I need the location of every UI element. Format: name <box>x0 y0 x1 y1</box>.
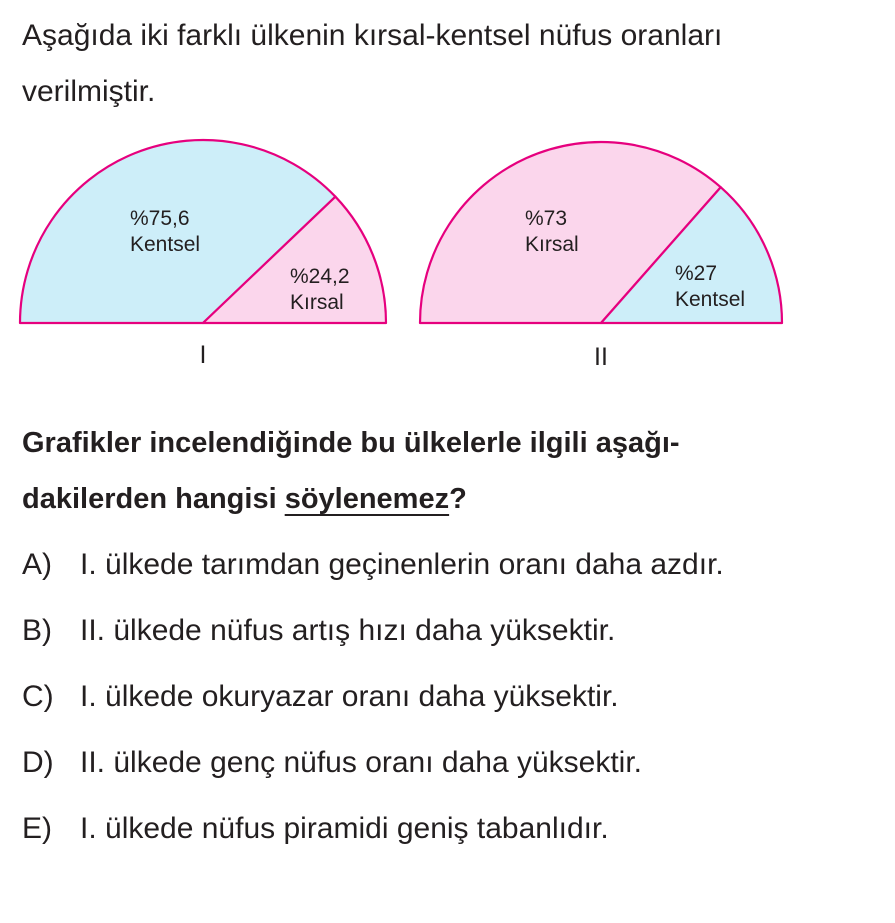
option-letter: B) <box>22 614 52 647</box>
option-letter: C) <box>22 680 54 713</box>
question-line-1: Grafikler incelendiğinde bu ülkelerle ilgili aşağı- <box>22 427 680 459</box>
question-text <box>22 415 882 527</box>
slice-percent-label: %73 <box>525 207 568 230</box>
option-a[interactable] <box>22 532 882 598</box>
intro-text <box>22 8 882 120</box>
question-line-2-prefix: dakilerden hangisi <box>22 483 285 515</box>
intro-line-1: Aşağıda iki farklı ülkenin kırsal-kentsel nüfus oranları <box>22 19 723 52</box>
slice-name-label: Kentsel <box>130 233 201 256</box>
option-text: II. ülkede nüfus artış hızı daha yüksektir. <box>80 614 616 647</box>
option-text: I. ülkede nüfus piramidi geniş tabanlıdır. <box>80 812 609 845</box>
chart-1 <box>20 140 386 369</box>
option-text: I. ülkede tarımdan geçinenlerin oranı daha azdır. <box>80 548 724 581</box>
option-text: II. ülkede genç nüfus oranı daha yüksektir. <box>80 746 643 779</box>
option-c[interactable] <box>22 664 882 730</box>
slice-name-label: Kentsel <box>675 288 746 311</box>
slice-name-label: Kırsal <box>525 233 579 256</box>
chart-caption: I <box>199 341 207 369</box>
option-letter: E) <box>22 812 52 845</box>
option-letter: A) <box>22 548 52 581</box>
option-b[interactable] <box>22 598 882 664</box>
option-text: I. ülkede okuryazar oranı daha yüksektir. <box>80 680 619 713</box>
chart-caption: II <box>594 343 608 371</box>
chart-2 <box>420 142 782 371</box>
option-letter: D) <box>22 746 54 779</box>
slice-percent-label: %27 <box>675 262 718 285</box>
semicircle-charts <box>0 130 895 380</box>
charts-svg <box>0 130 895 380</box>
slice-percent-label: %24,2 <box>290 265 350 288</box>
option-e[interactable] <box>22 796 882 862</box>
intro-line-2: verilmiştir. <box>22 75 156 108</box>
question-emphasis: söylenemez <box>284 483 450 515</box>
answer-options <box>22 532 882 862</box>
slice-percent-label: %75,6 <box>130 207 190 230</box>
slice-name-label: Kırsal <box>290 291 344 314</box>
option-d[interactable] <box>22 730 882 796</box>
question-line-2-suffix: ? <box>449 483 467 515</box>
